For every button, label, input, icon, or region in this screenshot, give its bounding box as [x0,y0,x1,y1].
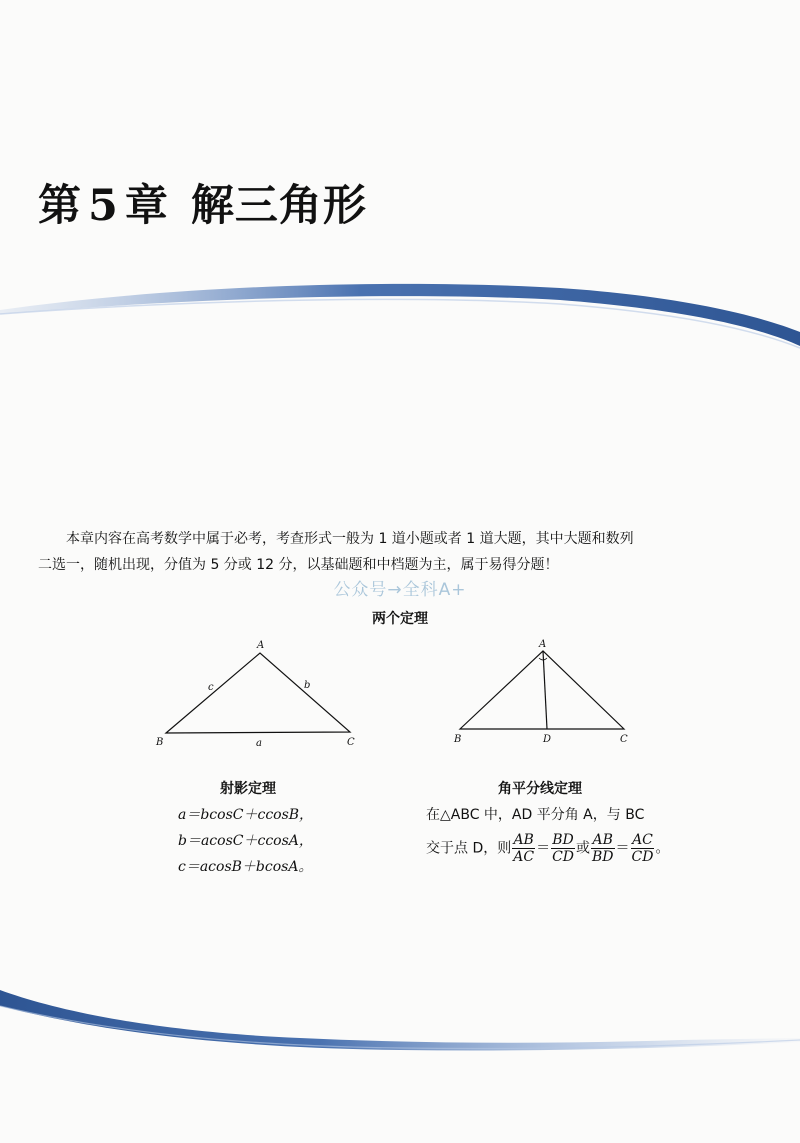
label-B-left: B [156,737,164,748]
chapter-suffix: 章 [124,181,169,231]
fraction-4-numerator: AC [632,832,653,848]
angle-bisector-line-2-prefix: 交于点 D，则 [426,840,512,857]
chapter-prefix: 第 [38,181,82,231]
label-A-right: A [539,639,547,650]
lower-swoosh [0,972,800,1062]
chapter-number: 5 [88,181,119,231]
angle-bisector-line-1: 在△ABC 中，AD 平分角 A，与 BC [426,807,645,823]
projection-formula-1: a＝bcosC＋ccosB， [178,807,314,823]
angle-bisector-line-2 [426,832,726,865]
label-C-left: C [347,737,355,748]
label-B-right: B [454,734,462,745]
fraction-1-denominator: AC [513,849,535,865]
projection-formula-2: b＝acosC＋ccosA， [178,833,313,849]
or-word: 或 [576,840,590,857]
fraction-4-denominator: CD [631,849,654,865]
equals-sign-1: ＝ [536,840,551,857]
fraction-ab-ac [512,832,535,865]
fraction-3-numerator: AB [592,832,613,848]
label-D-right: D [543,734,552,745]
label-a-left: a [256,738,262,749]
projection-theorem-title: 射影定理 [220,781,276,797]
triangle-figure-left [150,638,370,753]
fraction-2-denominator: CD [552,849,574,865]
watermark: 公众号→全科A+ [333,580,467,600]
upper-swoosh [0,270,800,360]
fraction-1-numerator: AB [513,832,534,848]
angle-bisector-title: 角平分线定理 [498,781,582,797]
label-C-right: C [620,734,628,745]
angle-bisector-theorem [426,776,726,865]
intro-paragraph [38,526,758,578]
fraction-ac-cd [631,832,655,865]
label-c-left: c [208,682,214,693]
intro-line-1: 本章内容在高考数学中属于必考，考查形式一般为 1 道小题或者 1 道大题，其中大题和数列 [66,531,634,547]
fraction-bd-cd [551,832,575,865]
label-b-left: b [304,680,311,691]
equals-sign-2: ＝ [615,840,630,857]
period-mark: 。 [655,840,670,857]
section-heading: 两个定理 [372,611,428,627]
projection-formula-3: c＝acosB＋bcosA。 [178,859,313,875]
projection-theorem [178,776,358,880]
intro-line-2: 二选一，随机出现，分值为 5 分或 12 分，以基础题和中档题为主，属于易得分题！ [38,557,559,573]
chapter-name: 解三角形 [190,181,367,231]
fraction-2-numerator: BD [552,832,574,848]
chapter-title [38,172,367,233]
fraction-ab-bd [591,832,615,865]
fraction-3-denominator: BD [592,849,614,865]
label-A-left: A [257,640,265,651]
triangle-figure-right [450,638,640,753]
